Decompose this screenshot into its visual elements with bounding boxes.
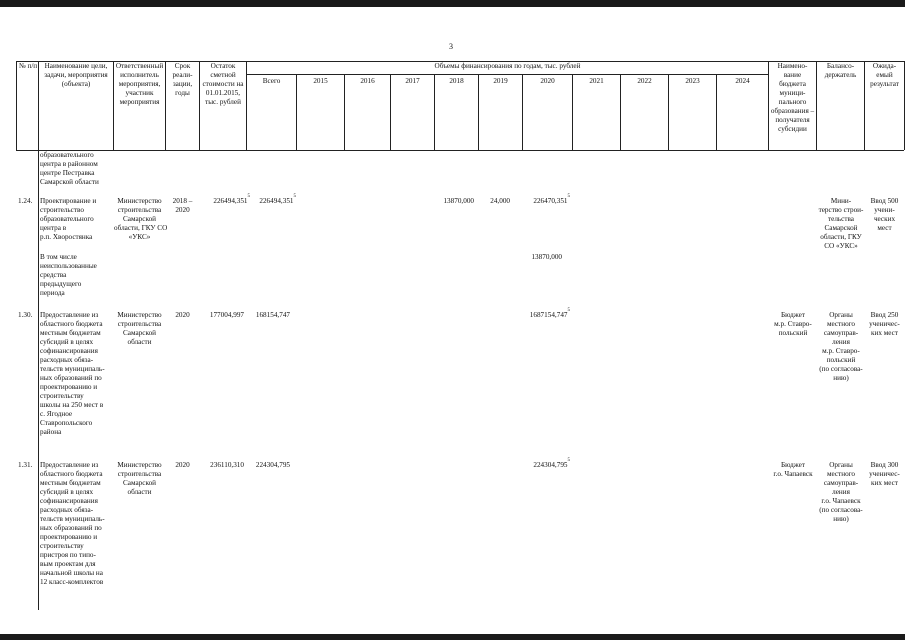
header-year-2024: 2024 <box>735 77 750 85</box>
header-year-2022: 2022 <box>637 77 652 85</box>
header-recipient: Наимено- вание бюджета муници- пального образования – получателя субсидии <box>770 62 815 133</box>
header-year-2021: 2021 <box>589 77 604 85</box>
row-year-2018: 13870,000 <box>443 197 474 205</box>
header-year-2023: 2023 <box>685 77 700 85</box>
row-holder: Органы местного самоуправ- ления г.о. Чапаевск (по согласова- нию) <box>819 461 863 523</box>
header-name: Наименование цели, задачи, мероприятия (объекта) <box>44 62 108 88</box>
header-year-2017: 2017 <box>405 77 420 85</box>
col-border <box>246 61 247 150</box>
row-balance: 236110,310 <box>210 461 244 469</box>
row-subitem-name: В том числе неиспользованные средства предыдущего периода <box>40 253 97 297</box>
continuation-text: образовательного центра в районном центре Пестравка Самарской области <box>40 151 99 186</box>
header-total: Всего <box>262 77 281 85</box>
header-executor: Ответственный исполнитель мероприятия, участник мероприятия <box>115 62 164 106</box>
row-expected: Ввод 250 ученичес- ких мест <box>869 311 900 337</box>
row-total: 226494,351$^5$ <box>259 194 296 205</box>
row-num: 1.24. <box>18 197 33 205</box>
row-num: 1.31. <box>18 461 33 469</box>
row-total: 168154,747 <box>255 311 290 319</box>
header-year-2020: 2020 <box>540 77 555 85</box>
row-recipient: Бюджет м.р. Ставро- польский <box>774 311 812 337</box>
row-executor: Министерство строительства Самарской области, ГКУ СО «УКС» <box>114 197 168 241</box>
row-year-2020: 1687154,747$^5$ <box>529 308 570 319</box>
row-recipient: Бюджет г.о. Чапаевск <box>773 461 813 478</box>
years-divider <box>246 74 768 75</box>
header-holder: Балансо- держатель <box>824 62 857 79</box>
header-year-2018: 2018 <box>449 77 464 85</box>
body-left-border <box>38 150 39 610</box>
row-expected: Ввод 300 ученичес- ких мест <box>869 461 900 487</box>
scan-top-edge <box>0 0 905 7</box>
scan-bottom-edge <box>0 634 905 640</box>
header-year-2015: 2015 <box>313 77 328 85</box>
row-total: 224304,795 <box>255 461 290 469</box>
row-holder: Органы местного самоуправ- ления м.р. Ставро- польский (по согласова- нию) <box>819 311 863 382</box>
header-year-2016: 2016 <box>360 77 375 85</box>
row-name: Предоставление из областного бюджета местным бюджетам субсидий в целях софинансирования расходных обяза- тельств муниципаль- ных образований по проектированию и строительству пристроя по типо- вым проектам для начальной школы на 12 класс-комплектов <box>40 461 105 586</box>
row-expected: Ввод 500 учени- ческих мест <box>870 197 899 232</box>
row-term: 2020 <box>175 311 190 319</box>
row-holder: Мини- терство строи- тельства Самарской области, ГКУ СО «УКС» <box>818 197 864 250</box>
page-number: 3 <box>449 42 453 51</box>
row-name: Предоставление из областного бюджета местным бюджетам субсидий в целях софинансирования расходных обяза- тельств муниципаль- ных образований по проектированию и строительству школы на 250 мест в с. Ягодное Ставропольского района <box>40 311 105 436</box>
row-executor: Министерство строительства Самарской области <box>117 311 162 346</box>
row-term: 2020 <box>175 461 190 469</box>
row-balance: 226494,351$^5$ <box>213 194 250 205</box>
header-num: № п/п <box>18 62 38 70</box>
header-term: Срок реали- зации, годы <box>172 62 193 97</box>
row-name: Проектирование и строительство образовательного центра в р.п. Хворостянка <box>40 197 97 241</box>
row-subitem-2020: 13870,000 <box>531 253 562 261</box>
row-num: 1.30. <box>18 311 33 319</box>
row-year-2019: 24,000 <box>490 197 510 205</box>
header-volumes: Объемы финансирования по годам, тыс. рублей <box>434 62 581 70</box>
header-expected: Ожида- емый результат <box>870 62 899 88</box>
col-border <box>16 61 17 150</box>
row-year-2020: 224304,795$^5$ <box>533 458 570 469</box>
header-balance: Остаток сметной стоимости на 01.01.2015, тыс. рублей <box>202 62 244 106</box>
row-balance: 177004,997 <box>209 311 244 319</box>
header-year-2019: 2019 <box>493 77 508 85</box>
row-year-2020: 226470,351$^5$ <box>533 194 570 205</box>
row-executor: Министерство строительства Самарской области <box>117 461 162 496</box>
header-bottom-border <box>16 150 904 151</box>
row-term: 2018 – 2020 <box>172 197 193 214</box>
